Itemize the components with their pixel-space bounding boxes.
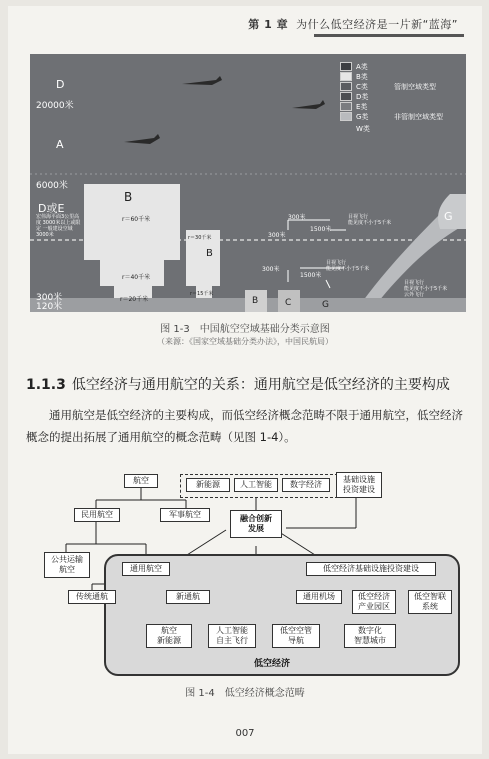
vis-note: 目视飞行 能见度不小于5千米 云外飞行 [404, 280, 448, 298]
radius-note: r＝15千米 [190, 291, 214, 297]
section-title: 低空经济与通用航空的关系：通用航空是低空经济的主要构成 [71, 377, 450, 393]
figure-caption: 图 1-3 中国航空空域基础分类示意图 [160, 324, 330, 335]
node-aviation-new-energy: 航空 新能源 [146, 624, 192, 648]
radius-note: r＝30千米 [188, 235, 212, 241]
class-label: A [56, 138, 64, 151]
legend-item: E类 [340, 102, 458, 111]
class-label: C [285, 298, 292, 308]
node-military-aviation: 军事航空 [160, 508, 210, 522]
concept-diagram [26, 466, 466, 676]
figure-source: （来源：《国家空域基础分类办法》，中国民航局） [157, 337, 333, 346]
area-label: 低空经济 [254, 659, 291, 669]
node-aviation: 航空 [124, 474, 158, 488]
altitude-label: 300米 [36, 293, 63, 303]
vis-label: 300米 [268, 232, 286, 239]
legend-item: D类 [340, 92, 458, 101]
chapter-title [248, 16, 458, 32]
node-air-traffic-navigation: 低空空管 导航 [272, 624, 320, 648]
class-label: B [252, 296, 259, 306]
figure-caption: 图 1-4 低空经济概念范畴 [185, 688, 305, 699]
node-ai-autonomous-flight: 人工智能 自主飞行 [208, 624, 256, 648]
node-smart-system: 低空智联 系统 [408, 590, 452, 614]
node-new-aviation: 新通航 [166, 590, 210, 604]
node-infra-investment: 基础设施 投资建设 [336, 472, 382, 498]
class-label: G [322, 300, 329, 310]
body-paragraph: 通用航空是低空经济的主要构成，而低空经济概念范畴不限于通用航空，低空经济概念的提出拓展了通用航空的概念范畴（见图 1-4）。 [26, 408, 463, 444]
node-industrial-park: 低空经济 产业园区 [352, 590, 396, 614]
class-label: D [56, 78, 65, 91]
radius-note: r＝60千米 [122, 216, 151, 223]
class-label: B [124, 190, 133, 204]
radius-note: r＝40千米 [122, 274, 151, 281]
legend-swatch [340, 62, 352, 71]
node-general-aviation: 通用航空 [122, 562, 170, 576]
section-heading [26, 374, 450, 394]
altitude-label: 120米 [36, 302, 63, 312]
vis-label: 1500米 [310, 226, 332, 233]
legend-swatch [340, 92, 352, 101]
airspace-figure [30, 54, 466, 312]
radius-note: r＝20千米 [120, 296, 149, 303]
chapter-number: 第 1 章 [248, 18, 289, 31]
node-public-transport: 公共运输 航空 [44, 552, 90, 578]
vis-note: 目视飞行 能见度不小于5千米 [326, 260, 370, 272]
page-header [8, 6, 482, 46]
legend-group-controlled: 管制空域类型 [394, 83, 436, 91]
class-label: D或E [38, 202, 65, 215]
section-number: 1.1.3 [26, 377, 66, 393]
vis-note: 目视飞行 能见度不小于5千米 [348, 214, 392, 226]
node-infra-build: 低空经济基础设施投资建设 [306, 562, 436, 576]
node-general-airport: 通用机场 [296, 590, 342, 604]
node-civil-aviation: 民用航空 [74, 508, 120, 522]
legend-item: W类 [356, 125, 370, 133]
book-page [8, 6, 482, 754]
legend-group-uncontrolled: 非管制空域类型 [394, 113, 443, 121]
node-digital-economy: 数字经济 [282, 478, 330, 492]
node-ai: 人工智能 [234, 478, 278, 492]
class-label: G [444, 210, 453, 223]
altitude-label: 20000米 [36, 101, 74, 111]
header-rule [314, 34, 464, 37]
node-new-energy: 新能源 [186, 478, 230, 492]
node-smart-city: 数字化 智慧城市 [344, 624, 396, 648]
legend-item: B类 [340, 72, 458, 81]
legend-swatch [340, 102, 352, 111]
legend-item: A类 [340, 62, 458, 71]
legend-swatch [340, 82, 352, 91]
legend-item: G类 [340, 112, 458, 121]
legend-item: C类 [340, 82, 458, 91]
legend-swatch [340, 72, 352, 81]
left-note: 宏伟海平面3公里高度 3000米以上或限定 一般建设空域 3000米 [36, 214, 81, 238]
airspace-legend [340, 62, 458, 133]
node-traditional-aviation: 传统通航 [68, 590, 116, 604]
vis-label: 300米 [288, 214, 306, 221]
legend-swatch [340, 112, 352, 121]
vis-label: 1500米 [300, 272, 322, 279]
chapter-name: 为什么低空经济是一片新“蓝海” [296, 18, 458, 31]
vis-label: 300米 [262, 266, 280, 273]
node-fusion-innovation: 融合创新 发展 [230, 510, 282, 538]
page-number: 007 [235, 728, 255, 739]
altitude-label: 6000米 [36, 181, 68, 191]
class-label: B [206, 248, 213, 259]
